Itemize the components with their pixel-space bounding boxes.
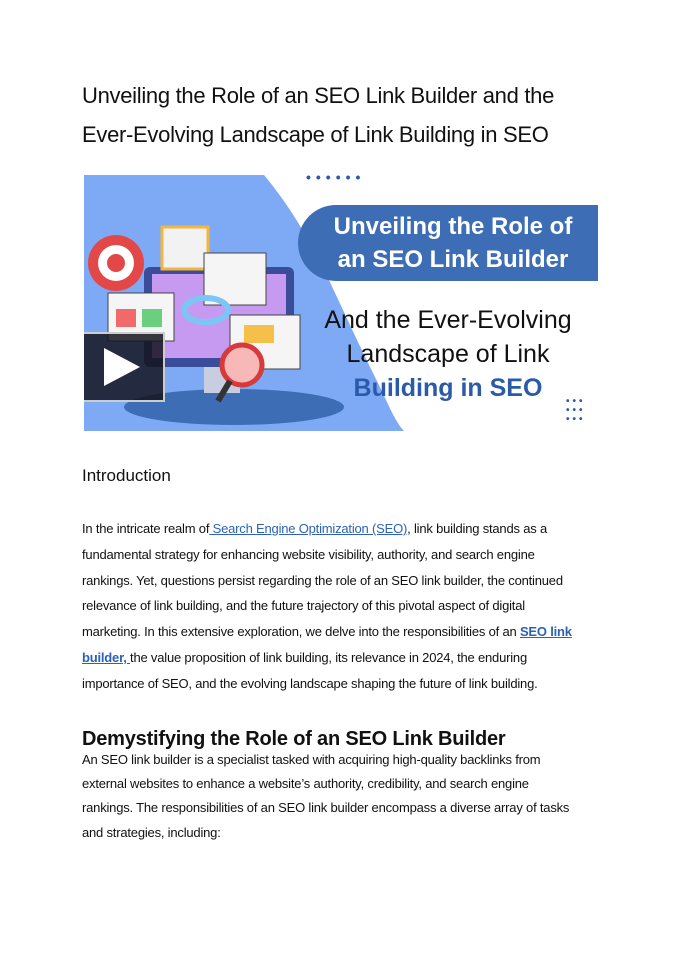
- text-line: rankings. Yet, questions persist regarding the role of an SEO link builder, the continued: [82, 573, 563, 588]
- hero-sub-bold: Building in SEO: [353, 374, 543, 402]
- text-line: and strategies, including:: [82, 825, 221, 840]
- seo-link[interactable]: Search Engine Optimization (SEO): [209, 521, 408, 536]
- title-line: Ever-Evolving Landscape of Link Building in SEO: [82, 122, 549, 147]
- play-button[interactable]: [84, 332, 165, 402]
- hero-headline-line: an SEO Link Builder: [337, 246, 569, 273]
- hero-headline: [298, 205, 598, 281]
- hero-subheadline: [298, 303, 598, 405]
- title-line: Unveiling the Role of an SEO Link Builder and the: [82, 83, 555, 108]
- seo-link-builder-link[interactable]: SEO link: [519, 624, 572, 639]
- hero-sub-line: Landscape of Link: [346, 340, 550, 368]
- section-heading-introduction: Introduction: [82, 466, 171, 485]
- hero-headline-line: Unveiling the Role of: [333, 213, 573, 240]
- document-title: [82, 76, 554, 154]
- text-line: rankings. The responsibilities of an SEO link builder encompass a diverse array of tasks: [82, 800, 570, 815]
- hero-image[interactable]: [84, 175, 598, 431]
- play-icon: [84, 334, 163, 400]
- section-heading-demystifying: Demystifying the Role of an SEO Link Builder: [82, 728, 506, 750]
- text-line: relevance of link building, and the future trajectory of this pivotal aspect of digital: [82, 598, 525, 613]
- decorative-dot-grid: ••• ••• •••: [566, 396, 586, 425]
- seo-link-builder-link[interactable]: builder,: [82, 650, 131, 665]
- hero-sub-line: And the Ever-Evolving: [324, 306, 572, 334]
- text-line: importance of SEO, and the evolving landscape shaping the future of link building.: [82, 676, 538, 691]
- decorative-dots: ••••••: [306, 175, 366, 185]
- text-line: external websites to enhance a website’s authority, credibility, and search engine: [82, 776, 529, 791]
- text-line: An SEO link builder is a specialist tasked with acquiring high-quality backlinks from: [82, 752, 541, 767]
- text-line: fundamental strategy for enhancing website visibility, authority, and search engine: [82, 547, 535, 562]
